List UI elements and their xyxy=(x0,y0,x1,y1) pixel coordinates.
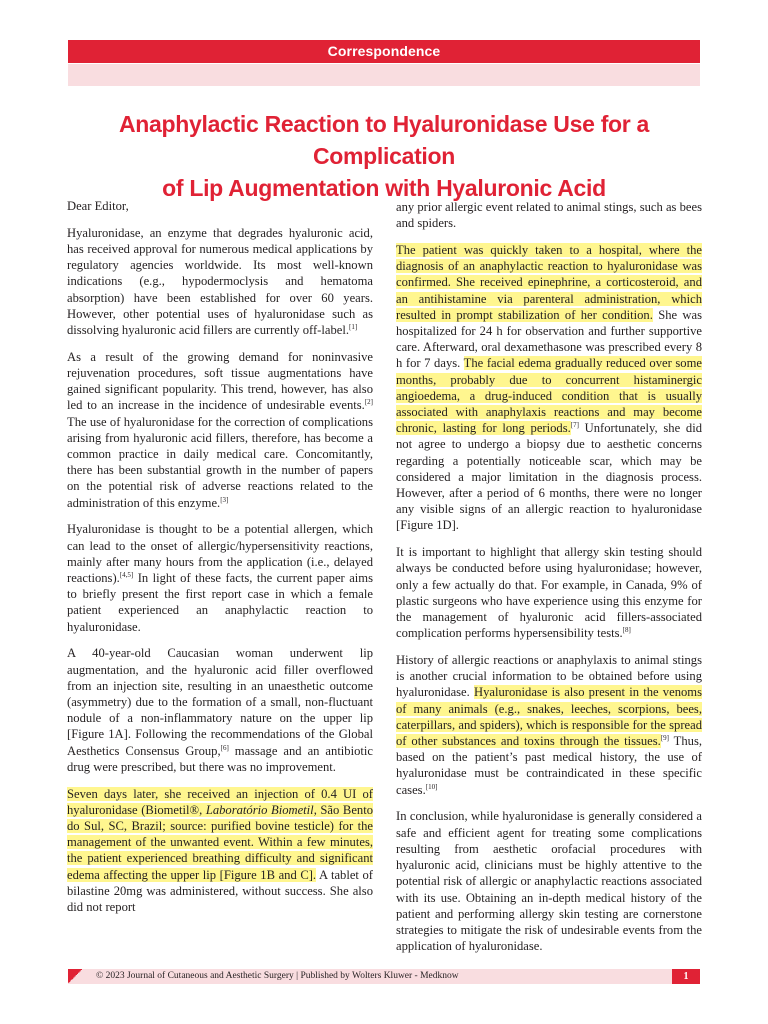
citation-ref[interactable]: [1] xyxy=(348,322,358,331)
left-column xyxy=(67,198,373,926)
right-column xyxy=(396,199,702,965)
italic-text: Laboratório Biometil xyxy=(205,802,314,817)
text-run: Thus, based on the patient’s past medical history, the use of hyaluronidase must be contraindicated in these specific cases. xyxy=(396,734,702,797)
paragraph xyxy=(67,645,373,775)
citation-ref[interactable]: [3] xyxy=(220,495,229,504)
text-run: In light of these facts, the current paper aims to briefly present the first report case in which a female patient experienced an anaphylactic reaction to hyaluronidase. xyxy=(67,571,373,634)
text-run: She was hospitalized for 24 h for observation and further supportive care. Afterward, oral dexamethasone was prescribed every 8 h for 7 days. xyxy=(396,307,702,371)
footer-corner-accent xyxy=(68,969,82,984)
paragraph: any prior allergic event related to animal stings, such as bees and spiders. xyxy=(396,200,702,231)
citation-ref[interactable]: [6] xyxy=(220,743,229,752)
text-run: Unfortunately, she did not agree to undergo a biopsy due to aesthetic concerns regarding a potentially noticeable scar, which may be considered a major limitation in the diagnosis process. However, after a period of 6 months, there were no longer any visible signs of an allergic reaction to hyaluronidase [Figure 1D]. xyxy=(396,421,702,533)
highlighted-text: The patient was quickly taken to a hospital, where the diagnosis of an anaphylactic reaction to hyaluronidase was confirmed. She received epinephrine, a corticosteroid, and an antihistamine via parenteral administration, which resulted in prompt stabilization of her condition. xyxy=(396,243,702,322)
highlighted-text: The facial edema gradually reduced over some months, probably due to concurrent histaminergic angioedema, a drug-induced condition that is usually associated with anaphylaxis reactions and may become chronic, lasting for long periods. xyxy=(396,356,702,436)
text-run: Hyaluronidase, an enzyme that degrades hyaluronic acid, has received approval for numerous medical applications by regulatory agencies worldwide. Its most well-known indications (e.g., hypodermoclysis and hematoma absorption) have been established for over 60 years. However, other potential uses of hyaluronidase such as dissolving hyaluronic acid fillers are currently off-label. xyxy=(67,225,373,338)
citation-ref[interactable]: [9] xyxy=(660,733,669,742)
paragraph xyxy=(67,349,373,511)
section-banner xyxy=(68,40,700,63)
citation-ref[interactable]: [10] xyxy=(425,782,438,791)
text-run: A 40-year-old Caucasian woman underwent lip augmentation, and the hyaluronic acid filler overflowed from an injection site, resulting in an unaesthetic outcome (asymmetry) due to the formation of a small, non-fluctuant nodule of a non-inflammatory nature on the upper lip [Figure 1A]. Following the recommendations of the Global Aesthetics Consensus Group, xyxy=(67,646,373,758)
highlighted-text: , São Bento do Sul, SC, Brazil; source: purified bovine testicle) for the management of the unwanted event. Within a few minutes, the patient experienced breathing difficulty and significant edema affecting the upper lip [Figure 1B and C]. xyxy=(67,802,373,882)
citation-ref[interactable]: [2] xyxy=(364,398,373,407)
page-number: 1 xyxy=(672,969,700,984)
paragraph xyxy=(67,225,373,338)
page-footer xyxy=(68,969,700,984)
text-run: A tablet of bilastine 20mg was administered, without success. She also did not report xyxy=(67,867,373,915)
title-line-2: of Lip Augmentation with Hyaluronic Acid xyxy=(162,175,606,201)
paragraph xyxy=(67,786,373,916)
text-run: It is important to highlight that allergy skin testing should always be conducted before using hyaluronidase; however, only a few actually do that. For example, in Canada, 9% of plastic surgeons who have experience using this enzyme for the management of hyaluronic acid fillers-associated complication performs hypersensibility tests. xyxy=(396,545,702,641)
paragraph xyxy=(396,544,702,641)
text-run: History of allergic reactions or anaphylaxis to animal stings is another crucial information to be obtained before using hyaluronidase. xyxy=(396,653,702,700)
text-run: As a result of the growing demand for noninvasive rejuvenation procedures, soft tissue augmentations have gained significant popularity. This trend, however, has also led to an increase in the incidence of undesirable events. xyxy=(67,349,373,413)
footer-copyright: © 2023 Journal of Cutaneous and Aesthetic Surgery | Published by Wolters Kluwer - Medknow xyxy=(96,971,459,981)
paragraph xyxy=(396,652,702,798)
article-title xyxy=(60,108,708,204)
title-line-1: Anaphylactic Reaction to Hyaluronidase Use for a Complication xyxy=(118,111,650,169)
citation-ref[interactable]: [8] xyxy=(622,626,631,635)
banner-band xyxy=(68,64,700,86)
highlighted-text: Hyaluronidase is also present in the venoms of many animals (e.g., snakes, leeches, scorpions, bees, caterpillars, and spiders), which is responsible for the spread of other substances and toxins through the tissues. xyxy=(396,685,702,749)
paragraph: In conclusion, while hyaluronidase is generally considered a safe and efficient agent for treating some complications resulting from aesthetic orofacial procedures with hyaluronic acid, clinicians must be highly attentive to the potential risk of allergic or anaphylactic reactions associated with its use. Obtaining an in-depth medical history of the patient and performing allergy skin testing are cornerstone strategies to mitigate the risk of undesirable events from the application of hyaluronidase. xyxy=(396,809,702,954)
text-run: The use of hyaluronidase for the correction of complications arising from hyaluronic acid fillers, therefore, has become a common practice in daily medical care. Concomitantly, there has been substantial growth in the number of papers on the potential risk of adverse reactions related to the administration of this enzyme. xyxy=(67,414,373,510)
salutation: Dear Editor, xyxy=(67,199,129,213)
highlighted-text: Seven days later, she received an injection of 0.4 UI of hyaluronidase (Biometil®, xyxy=(67,786,373,817)
paragraph xyxy=(396,242,702,534)
text-run: Hyaluronidase is thought to be a potential allergen, which can lead to the onset of allergic/hypersensitivity reactions, mainly after many hours from the application (i.e., delayed reactions). xyxy=(67,522,373,586)
section-label: Correspondence xyxy=(327,43,441,59)
highlighted-text-italic xyxy=(206,803,314,817)
citation-ref[interactable]: [4,5] xyxy=(119,570,134,579)
text-run: massage and an antibiotic drug were prescribed, but there was no improvement. xyxy=(67,743,373,774)
paragraph xyxy=(67,521,373,634)
citation-ref[interactable]: [7] xyxy=(570,421,579,430)
